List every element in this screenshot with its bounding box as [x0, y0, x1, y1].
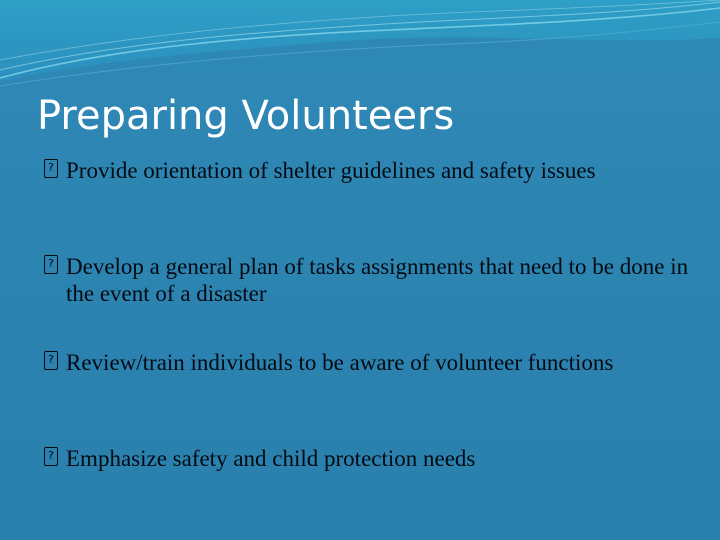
bullet-text: Provide orientation of shelter guidelines and safety issues: [66, 158, 596, 183]
decorative-wave-header: [0, 0, 720, 95]
slide-title: Preparing Volunteers: [37, 93, 455, 139]
bullet-list: [44, 157, 694, 540]
bullet-item: [44, 157, 694, 253]
bullet-text: Review/train individuals to be aware of volunteer functions: [66, 350, 614, 375]
missing-glyph-bullet-icon: ?: [44, 255, 58, 274]
bullet-item: [44, 445, 694, 540]
missing-glyph-bullet-icon: ?: [44, 351, 58, 370]
bullet-item: [44, 349, 694, 445]
missing-glyph-bullet-icon: ?: [44, 447, 58, 466]
bullet-text: Emphasize safety and child protection needs: [66, 446, 476, 471]
bullet-item: [44, 253, 694, 349]
missing-glyph-bullet-icon: ?: [44, 159, 58, 178]
bullet-text: Develop a general plan of tasks assignments that need to be done in the event of a disaster: [66, 254, 689, 306]
